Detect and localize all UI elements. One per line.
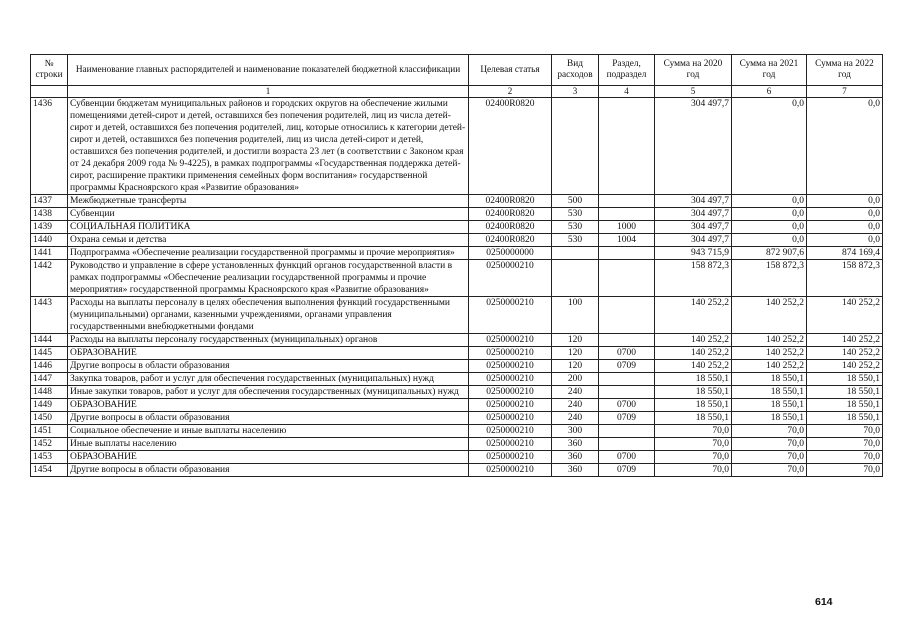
cell-section: 0700 (599, 347, 655, 360)
cell-sum-2021: 140 252,2 (732, 360, 807, 373)
cell-expense-type: 120 (552, 360, 599, 373)
cell-sum-2022: 18 550,1 (807, 373, 883, 386)
table-row (31, 208, 883, 221)
cell-sum-2021: 140 252,2 (732, 334, 807, 347)
column-number: 5 (655, 86, 732, 98)
cell-sum-2022: 18 550,1 (807, 386, 883, 399)
cell-section (599, 247, 655, 260)
table-row (31, 451, 883, 464)
cell-target: 0250000210 (469, 425, 552, 438)
header-sum-2022: Сумма на 2022 год (807, 55, 883, 86)
cell-name: Другие вопросы в области образования (68, 464, 469, 477)
cell-target: 0250000210 (469, 334, 552, 347)
cell-name: Расходы на выплаты персоналу в целях обеспечения выполнения функций государственными (муниципальными) органами, казенными учреждениями, органами управления государственными внебюджетными фондами (68, 297, 469, 334)
table-row (31, 386, 883, 399)
cell-sum-2021: 872 907,6 (732, 247, 807, 260)
table-row (31, 247, 883, 260)
cell-section (599, 373, 655, 386)
column-number-empty (31, 86, 68, 98)
header-row-no: № строки (31, 55, 68, 86)
table-row (31, 399, 883, 412)
cell-sum-2020: 140 252,2 (655, 360, 732, 373)
cell-target: 0250000210 (469, 373, 552, 386)
cell-target: 0250000210 (469, 438, 552, 451)
cell-name: Субвенции (68, 208, 469, 221)
header-expense-type: Вид расходов (552, 55, 599, 86)
column-number: 7 (807, 86, 883, 98)
cell-sum-2022: 70,0 (807, 425, 883, 438)
cell-target: 02400R0820 (469, 221, 552, 234)
table-body (31, 98, 883, 477)
cell-name: Руководство и управление в сфере установленных функций органов государственной власти в рамках подпрограммы «Обеспечение реализации государственной программы и прочие мероприятия» государственной программы Красноярского края «Развитие образования» (68, 260, 469, 297)
table-row (31, 334, 883, 347)
cell-name: Расходы на выплаты персоналу государственных (муниципальных) органов (68, 334, 469, 347)
cell-sum-2021: 140 252,2 (732, 297, 807, 334)
cell-row-no: 1444 (31, 334, 68, 347)
cell-sum-2021: 158 872,3 (732, 260, 807, 297)
cell-row-no: 1446 (31, 360, 68, 373)
cell-sum-2022: 70,0 (807, 451, 883, 464)
header-section: Раздел, подраздел (599, 55, 655, 86)
cell-section (599, 208, 655, 221)
header-target: Целевая статья (469, 55, 552, 86)
cell-section: 0709 (599, 360, 655, 373)
cell-sum-2021: 0,0 (732, 98, 807, 195)
cell-section (599, 334, 655, 347)
cell-sum-2022: 140 252,2 (807, 347, 883, 360)
cell-sum-2020: 18 550,1 (655, 412, 732, 425)
cell-sum-2022: 0,0 (807, 221, 883, 234)
cell-section (599, 195, 655, 208)
cell-sum-2021: 18 550,1 (732, 386, 807, 399)
cell-sum-2021: 0,0 (732, 195, 807, 208)
page-number: 614 (815, 596, 833, 608)
cell-name: Иные закупки товаров, работ и услуг для обеспечения государственных (муниципальных) нужд (68, 386, 469, 399)
cell-section: 0709 (599, 464, 655, 477)
header-row (31, 55, 883, 86)
cell-sum-2020: 18 550,1 (655, 386, 732, 399)
cell-target: 0250000210 (469, 399, 552, 412)
cell-expense-type: 120 (552, 347, 599, 360)
cell-expense-type: 530 (552, 221, 599, 234)
cell-sum-2020: 304 497,7 (655, 221, 732, 234)
cell-expense-type: 360 (552, 438, 599, 451)
cell-sum-2022: 140 252,2 (807, 297, 883, 334)
cell-sum-2022: 18 550,1 (807, 399, 883, 412)
cell-target: 0250000210 (469, 360, 552, 373)
cell-target: 0250000210 (469, 347, 552, 360)
column-number: 6 (732, 86, 807, 98)
cell-expense-type: 120 (552, 334, 599, 347)
budget-table (30, 54, 883, 477)
cell-name: Иные выплаты населению (68, 438, 469, 451)
cell-sum-2021: 70,0 (732, 425, 807, 438)
cell-sum-2020: 304 497,7 (655, 234, 732, 247)
cell-expense-type: 360 (552, 451, 599, 464)
cell-name: Социальное обеспечение и иные выплаты населению (68, 425, 469, 438)
cell-sum-2022: 140 252,2 (807, 360, 883, 373)
cell-section: 1000 (599, 221, 655, 234)
cell-expense-type: 240 (552, 412, 599, 425)
cell-sum-2021: 70,0 (732, 438, 807, 451)
header-name: Наименование главных распорядителей и наименование показателей бюджетной классификации (68, 55, 469, 86)
cell-target: 02400R0820 (469, 234, 552, 247)
cell-sum-2021: 70,0 (732, 451, 807, 464)
cell-expense-type (552, 260, 599, 297)
cell-target: 0250000210 (469, 386, 552, 399)
cell-expense-type: 530 (552, 208, 599, 221)
cell-sum-2022: 0,0 (807, 98, 883, 195)
cell-name: Межбюджетные трансферты (68, 195, 469, 208)
cell-name: Субвенции бюджетам муниципальных районов и городских округов на обеспечение жилыми помещениями детей-сирот и детей, оставшихся без попечения родителей, лиц из числа детей-сирот и детей, оставшихся без попечения родителей, лиц, которые относились к категории детей-сирот и детей, оставшихся без попечения родителей, лиц из числа детей-сирот и детей, оставшихся без попечения родителей, и достигли возраста 23 лет (в соответствии с Законом края от 24 декабря 2009 года № 9-4225), в рамках подпрограммы «Государственная поддержка детей-сирот, расширение практики применения семейных форм воспитания» государственной программы Красноярского края «Развитие образования» (68, 98, 469, 195)
cell-row-no: 1440 (31, 234, 68, 247)
cell-sum-2021: 70,0 (732, 464, 807, 477)
table-row (31, 438, 883, 451)
column-number-row (31, 86, 883, 98)
cell-target: 0250000210 (469, 464, 552, 477)
cell-sum-2020: 18 550,1 (655, 373, 732, 386)
cell-sum-2022: 874 169,4 (807, 247, 883, 260)
cell-name: Другие вопросы в области образования (68, 412, 469, 425)
cell-row-no: 1445 (31, 347, 68, 360)
table-row (31, 373, 883, 386)
table-row (31, 195, 883, 208)
cell-sum-2020: 70,0 (655, 425, 732, 438)
cell-expense-type: 530 (552, 234, 599, 247)
cell-sum-2020: 304 497,7 (655, 195, 732, 208)
column-number: 1 (68, 86, 469, 98)
cell-section (599, 386, 655, 399)
cell-name: Подпрограмма «Обеспечение реализации государственной программы и прочие мероприятия» (68, 247, 469, 260)
cell-sum-2021: 18 550,1 (732, 399, 807, 412)
cell-row-no: 1447 (31, 373, 68, 386)
header-sum-2021: Сумма на 2021 год (732, 55, 807, 86)
cell-target: 0250000000 (469, 247, 552, 260)
cell-target: 0250000210 (469, 412, 552, 425)
header-sum-2020: Сумма на 2020 год (655, 55, 732, 86)
cell-sum-2022: 70,0 (807, 438, 883, 451)
table-row (31, 412, 883, 425)
cell-row-no: 1452 (31, 438, 68, 451)
cell-sum-2020: 304 497,7 (655, 98, 732, 195)
cell-expense-type: 240 (552, 386, 599, 399)
cell-sum-2022: 18 550,1 (807, 412, 883, 425)
cell-row-no: 1441 (31, 247, 68, 260)
table-row (31, 347, 883, 360)
cell-sum-2020: 943 715,9 (655, 247, 732, 260)
cell-sum-2021: 0,0 (732, 234, 807, 247)
cell-name: Закупка товаров, работ и услуг для обеспечения государственных (муниципальных) нужд (68, 373, 469, 386)
cell-sum-2022: 70,0 (807, 464, 883, 477)
table-row (31, 98, 883, 195)
cell-sum-2021: 0,0 (732, 221, 807, 234)
cell-target: 0250000210 (469, 451, 552, 464)
cell-expense-type (552, 247, 599, 260)
cell-row-no: 1439 (31, 221, 68, 234)
cell-row-no: 1448 (31, 386, 68, 399)
cell-row-no: 1451 (31, 425, 68, 438)
cell-section: 0700 (599, 451, 655, 464)
cell-name: Другие вопросы в области образования (68, 360, 469, 373)
cell-target: 02400R0820 (469, 98, 552, 195)
cell-target: 0250000210 (469, 260, 552, 297)
cell-sum-2020: 18 550,1 (655, 399, 732, 412)
cell-section (599, 425, 655, 438)
cell-sum-2021: 0,0 (732, 208, 807, 221)
cell-sum-2020: 70,0 (655, 438, 732, 451)
cell-expense-type (552, 98, 599, 195)
cell-expense-type: 100 (552, 297, 599, 334)
cell-section (599, 98, 655, 195)
cell-expense-type: 240 (552, 399, 599, 412)
column-number: 4 (599, 86, 655, 98)
cell-sum-2022: 140 252,2 (807, 334, 883, 347)
cell-section: 0709 (599, 412, 655, 425)
cell-sum-2022: 158 872,3 (807, 260, 883, 297)
column-number: 2 (469, 86, 552, 98)
cell-sum-2020: 70,0 (655, 451, 732, 464)
cell-section: 0700 (599, 399, 655, 412)
table-row (31, 464, 883, 477)
cell-name: ОБРАЗОВАНИЕ (68, 399, 469, 412)
cell-expense-type: 360 (552, 464, 599, 477)
cell-sum-2020: 304 497,7 (655, 208, 732, 221)
cell-expense-type: 500 (552, 195, 599, 208)
cell-name: ОБРАЗОВАНИЕ (68, 347, 469, 360)
cell-expense-type: 200 (552, 373, 599, 386)
cell-sum-2021: 140 252,2 (732, 347, 807, 360)
cell-row-no: 1436 (31, 98, 68, 195)
cell-sum-2022: 0,0 (807, 208, 883, 221)
budget-document (30, 54, 882, 477)
cell-target: 0250000210 (469, 297, 552, 334)
cell-sum-2021: 18 550,1 (732, 373, 807, 386)
cell-row-no: 1438 (31, 208, 68, 221)
cell-sum-2020: 140 252,2 (655, 347, 732, 360)
cell-row-no: 1449 (31, 399, 68, 412)
cell-sum-2020: 70,0 (655, 464, 732, 477)
column-number: 3 (552, 86, 599, 98)
cell-target: 02400R0820 (469, 208, 552, 221)
cell-row-no: 1453 (31, 451, 68, 464)
cell-row-no: 1442 (31, 260, 68, 297)
cell-sum-2020: 140 252,2 (655, 334, 732, 347)
cell-row-no: 1437 (31, 195, 68, 208)
cell-row-no: 1454 (31, 464, 68, 477)
table-row (31, 360, 883, 373)
table-row (31, 425, 883, 438)
cell-section (599, 260, 655, 297)
cell-name: ОБРАЗОВАНИЕ (68, 451, 469, 464)
cell-name: Охрана семьи и детства (68, 234, 469, 247)
table-row (31, 297, 883, 334)
cell-sum-2020: 158 872,3 (655, 260, 732, 297)
cell-name: СОЦИАЛЬНАЯ ПОЛИТИКА (68, 221, 469, 234)
cell-section (599, 438, 655, 451)
cell-section (599, 297, 655, 334)
cell-sum-2020: 140 252,2 (655, 297, 732, 334)
table-row (31, 260, 883, 297)
cell-sum-2021: 18 550,1 (732, 412, 807, 425)
cell-expense-type: 300 (552, 425, 599, 438)
table-row (31, 221, 883, 234)
cell-row-no: 1450 (31, 412, 68, 425)
cell-target: 02400R0820 (469, 195, 552, 208)
cell-sum-2022: 0,0 (807, 195, 883, 208)
cell-sum-2022: 0,0 (807, 234, 883, 247)
cell-row-no: 1443 (31, 297, 68, 334)
cell-section: 1004 (599, 234, 655, 247)
table-row (31, 234, 883, 247)
